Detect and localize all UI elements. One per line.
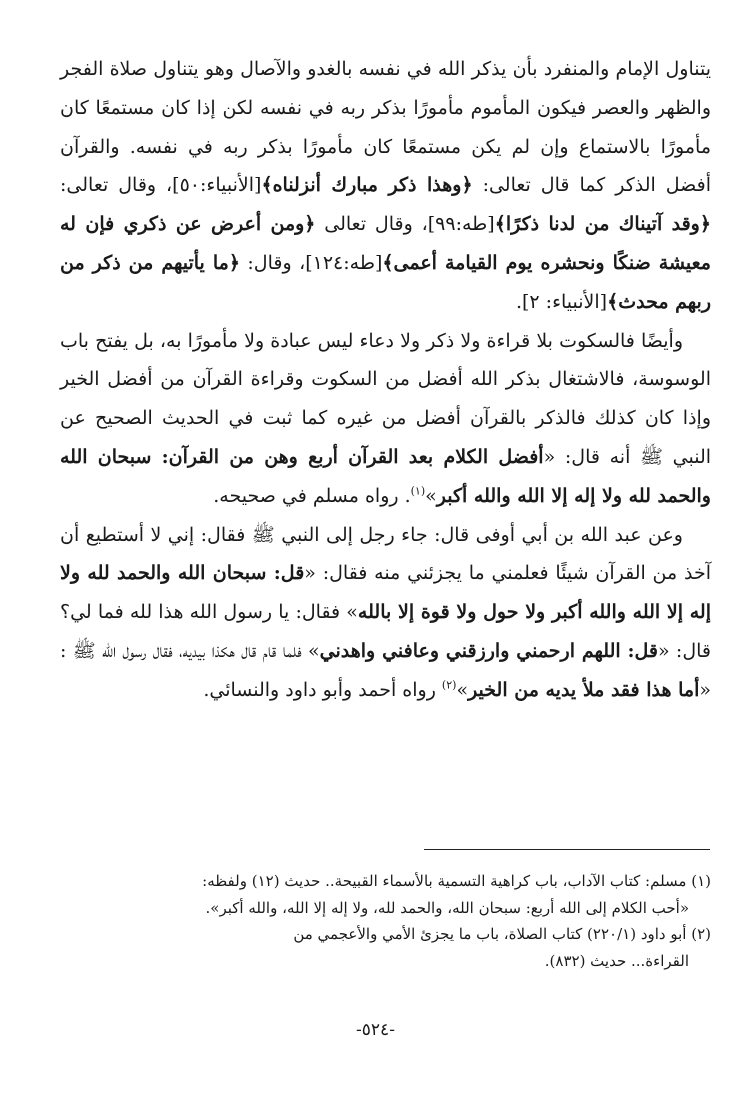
page-number: -٥٢٤- [356,1020,395,1040]
text-run: [طه:٩٩]، وقال تعالى [315,213,495,236]
main-text [60,50,711,710]
footnotes [60,868,711,974]
text-run: » [425,484,437,507]
text-run: [الأنبياء:٥٠]، وقال تعالى: [60,174,262,197]
hadith-quote: أما هذا فقد ملأ يديه من الخير [468,678,700,701]
text-run: رواه أحمد وأبو داود والنسائي. [203,678,442,701]
footnote-1-line-1: (١) مسلم: كتاب الآداب، باب كراهية التسمية بالأسماء القبيحة.. حديث (١٢) ولفظه: [202,872,711,890]
text-run: » فلما قام قال هكذا بيديه، فقال رسول الله ﷺ : « [60,639,711,701]
footnote-ref-2[interactable]: (٢) [441,678,457,692]
footnote-2-line-2: القراءة... حديث (٨٣٢). [544,951,689,970]
text-run: » [456,678,469,701]
text-run: . رواه مسلم في صحيحه. [213,484,411,507]
text-run: وأيضًا فالسكوت بلا قراءة ولا ذكر ولا دعاء ليس عبادة ولا مأمورًا به، بل يفتح باب الوسوسة، فالاشتغال بذكر الله أفضل من السكوت وقراءة القرآن من أفضل الخير وإذا كان كذلك فالذكر بالقرآن أفضل من غيره كما ثبت في الحديث الصحيح عن النبي ﷺ أنه قال: « [60,329,712,468]
quran-quote: ﴿وقد آتيناك من لدنا ذكرًا﴾ [494,213,711,236]
paragraph-3 [60,516,711,710]
quran-quote: ﴿ما يأتيهم من ذكر من ربهم محدث﴾ [60,251,711,313]
footnote-1-line-2: «أحب الكلام إلى الله أربع: سبحان الله، والحمد لله، ولا إله إلا الله، والله أكبر». [205,898,689,917]
hadith-quote: أفضل الكلام بعد القرآن أربع وهن من القرآن: سبحان الله والحمد لله ولا إله إلا الله والله أكبر [60,445,711,507]
hadith-quote: قل: اللهم ارحمني وارزقني وعافني واهدني [319,639,658,662]
text-run: يتناول الإمام والمنفرد بأن يذكر الله في نفسه بالغدو والآصال وهو يتناول صلاة الفجر والظهر والعصر فيكون المأموم مأمورًا بذكر ربه في نفسه لكن إذا كان مستمعًا كان مأمورًا بالاستماع وإن لم يكن مستمعًا كان مأمورًا بذكر ربه في نفسه. والقرآن أفضل الذكر كما قال تعالى: [60,58,711,197]
footnote-divider [424,849,710,850]
paragraph-2 [60,322,711,516]
quran-quote: ﴿وهذا ذكر مبارك أنزلناه﴾ [261,174,473,197]
text-run: وعن عبد الله بن أبي أوفى قال: جاء رجل إلى النبي ﷺ فقال: إني لا أستطيع أن آخذ من القرآن شيئًا فعلمني ما يجزئني منه فقال: « [60,523,711,585]
footnote-2-line-1: (٢) أبو داود (٢٢٠/١) كتاب الصلاة، باب ما يجزئ الأمي والأعجمي من [293,925,711,943]
text-run: [الأنبياء: ٢]. [515,290,608,313]
text-run: [طه:١٢٤]، وقال: [239,251,383,274]
page-body [60,50,711,710]
paragraph-1 [60,50,711,322]
footnote-ref-1[interactable]: (١) [410,484,426,498]
text-run: » فقال: يا رسول الله هذا لله فما لي؟ قال: « [60,601,711,662]
quran-quote: ﴿ومن أعرض عن ذكري فإن له معيشة ضنكًا ونحشره يوم القيامة أعمى﴾ [60,213,711,274]
hadith-quote: قل: سبحان الله والحمد لله ولا إله إلا الله والله أكبر ولا حول ولا قوة إلا بالله [60,562,711,624]
